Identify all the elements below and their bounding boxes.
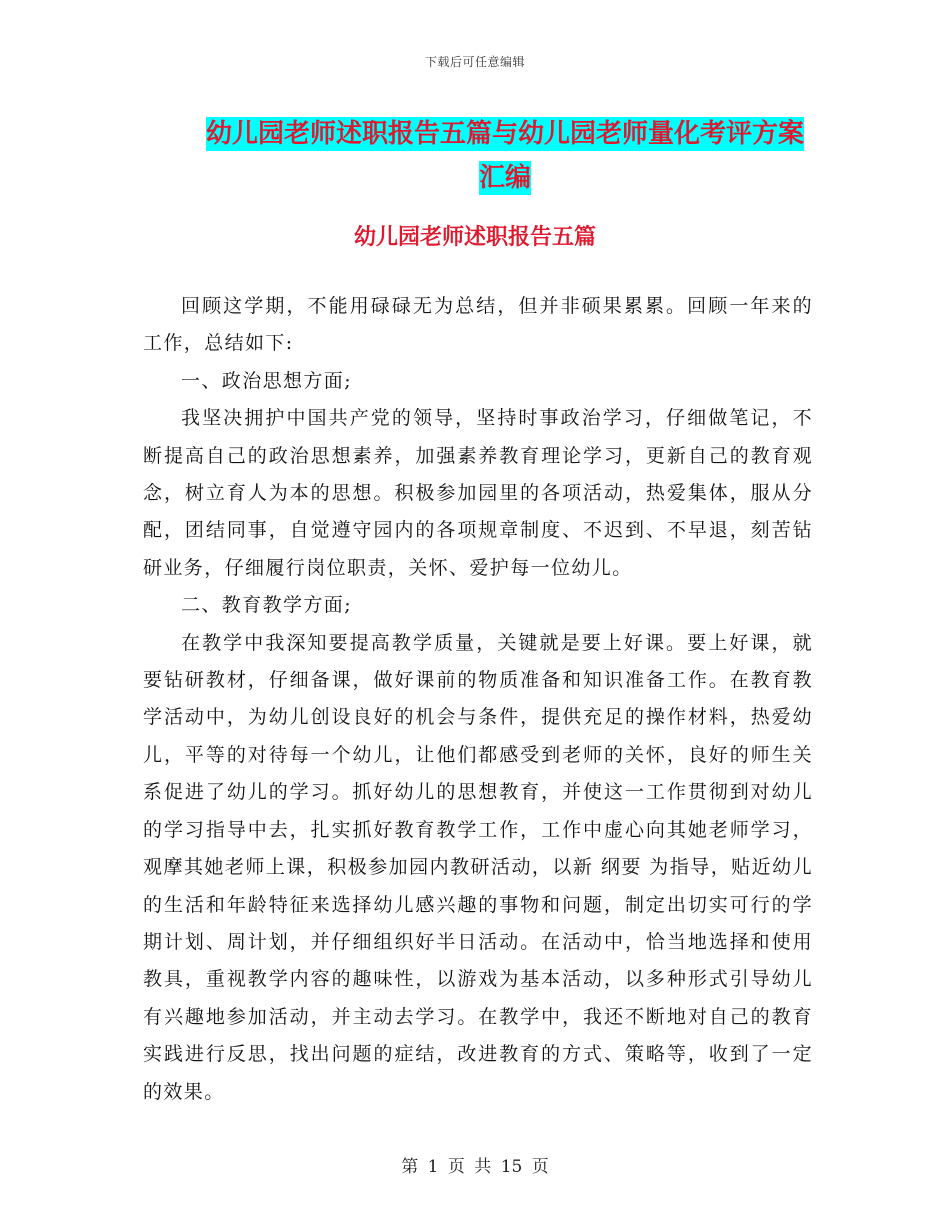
body-text [143, 288, 813, 1111]
document-title-line1: 幼儿园老师述职报告五篇与幼儿园老师量化考评方案 [205, 119, 804, 149]
paragraph: 我坚决拥护中国共产党的领导，坚持时事政治学习，仔细做笔记，不断提高自己的政治思想素养，加强素养教育理论学习，更新自己的教育观念，树立育人为本的思想。积极参加园里的各项活动，热爱集体，服从分配，团结同事，自觉遵守园内的各项规章制度、不迟到、不早退，刻苦钻研业务，仔细履行岗位职责，关怀、爱护每一位幼儿。 [143, 407, 813, 579]
section-title: 幼儿园老师述职报告五篇 [353, 225, 596, 250]
document-title [195, 112, 815, 200]
paragraph: 一、政治思想方面; [181, 369, 353, 392]
header-note: 下载后可任意编辑 [424, 55, 525, 69]
paragraph: 二、教育教学方面; [181, 594, 353, 617]
paragraph: 回顾这学期，不能用碌碌无为总结，但并非硕果累累。回顾一年来的工作，总结如下: [143, 295, 813, 355]
page-footer: 第 1 页 共 15 页 [401, 1157, 549, 1177]
paragraph: 在教学中我深知要提高教学质量，关键就是要上好课。要上好课，就要钻研教材，仔细备课，做好课前的物质准备和知识准备工作。在教育教学活动中，为幼儿创设良好的机会与条件，提供充足的操作材料，热爱幼儿，平等的对待每一个幼儿，让他们都感受到老师的关怀，良好的师生关系促进了幼儿的学习。抓好幼儿的思想教育，并使这一工作贯彻到对幼儿的学习指导中去，扎实抓好教育教学工作，工作中虚心向其她老师学习，观摩其她老师上课，积极参加园内教研活动，以新 纲要 为指导，贴近幼儿的生活和年龄特征来选择幼儿感兴趣的事物和问题，制定出切实可行的学期计划、周计划，并仔细组织好半日活动。在活动中，恰当地选择和使用教具，重视教学内容的趣味性，以游戏为基本活动，以多种形式引导幼儿有兴趣地参加活动，并主动去学习。在教学中，我还不断地对自己的教育实践进行反思，找出问题的症结，改进教育的方式、策略等，收到了一定的效果。 [143, 631, 813, 1103]
document-title-line2: 汇编 [478, 163, 531, 193]
